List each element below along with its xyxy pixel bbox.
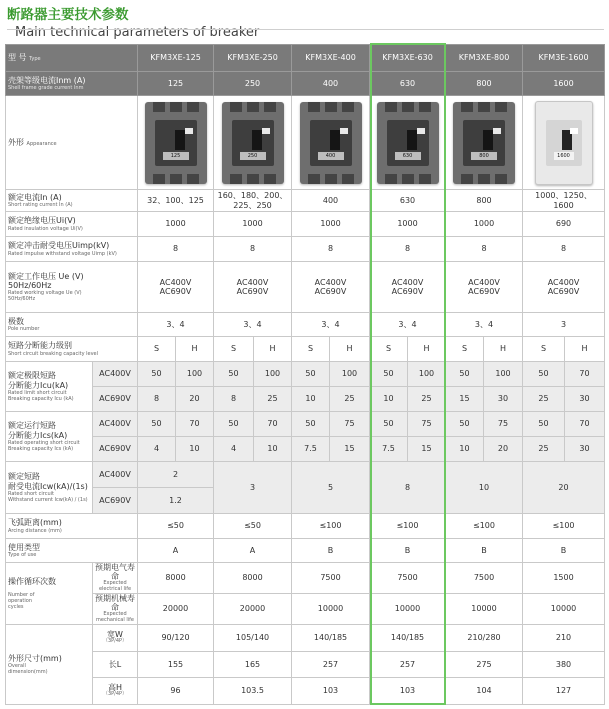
breaker-image-cell xyxy=(446,96,523,190)
breaker-image: 400 xyxy=(300,102,362,184)
table-cell: 20000 xyxy=(214,593,292,624)
table-cell: 2 xyxy=(138,462,214,488)
table-cell: 50 xyxy=(370,362,408,387)
table-cell: 75 xyxy=(408,412,446,437)
table-cell: AC400V AC690V xyxy=(292,262,370,313)
height-row xyxy=(6,677,605,704)
table-cell: 1000 xyxy=(446,212,523,237)
table-cell: 70 xyxy=(565,412,605,437)
breaker-image: 125 xyxy=(145,102,207,184)
table-cell: 155 xyxy=(138,651,214,677)
working-voltage-row xyxy=(6,262,605,313)
table-cell: 8 xyxy=(292,237,370,262)
table-cell: 15 xyxy=(446,387,484,412)
title-divider xyxy=(7,29,604,30)
table-cell: 100 xyxy=(408,362,446,387)
row-label: 短路分断能力级别 Short circuit breaking capacity level xyxy=(6,337,138,362)
table-cell: B xyxy=(292,539,370,563)
table-cell: ≤100 xyxy=(523,514,605,539)
table-cell: 8 xyxy=(138,387,176,412)
table-cell: AC400V AC690V xyxy=(370,262,446,313)
table-cell: 8 xyxy=(138,237,214,262)
table-cell: 8000 xyxy=(138,563,214,594)
table-cell: 3、4 xyxy=(370,313,446,337)
table-cell: 1.2 xyxy=(138,488,214,514)
voltage-label: AC690V xyxy=(93,488,138,514)
table-cell: 30 xyxy=(565,437,605,462)
table-cell: S xyxy=(138,337,176,362)
table-cell: 630 xyxy=(370,72,446,96)
table-cell: H xyxy=(330,337,370,362)
table-cell: H xyxy=(254,337,292,362)
table-cell: 50 xyxy=(138,412,176,437)
table-cell: ≤100 xyxy=(292,514,370,539)
length-row xyxy=(6,651,605,677)
table-cell: 50 xyxy=(138,362,176,387)
table-cell: 25 xyxy=(523,387,565,412)
row-label: 额定冲击耐受电压Uimp(kV) Rated impulse withstand voltage Uimp (kV) xyxy=(6,237,138,262)
width-row xyxy=(6,624,605,651)
rated-current-row xyxy=(6,190,605,212)
model-header: KFM3XE-630 xyxy=(370,45,446,72)
table-cell: 380 xyxy=(523,651,605,677)
insulation-voltage-row xyxy=(6,212,605,237)
table-cell: 50 xyxy=(292,362,330,387)
table-cell: 70 xyxy=(254,412,292,437)
table-cell: 8 xyxy=(214,387,254,412)
table-cell: 103 xyxy=(292,677,370,704)
table-cell: 210/280 xyxy=(446,624,523,651)
frame-current-row xyxy=(6,72,605,96)
model-header: KFM3XE-400 xyxy=(292,45,370,72)
table-cell: 7.5 xyxy=(370,437,408,462)
table-cell: 630 xyxy=(370,190,446,212)
model-header: KFM3XE-800 xyxy=(446,45,523,72)
table-cell: 3、4 xyxy=(214,313,292,337)
table-cell: 100 xyxy=(330,362,370,387)
table-cell: 75 xyxy=(330,412,370,437)
table-cell: 257 xyxy=(370,651,446,677)
table-cell: 10 xyxy=(370,387,408,412)
table-cell: 50 xyxy=(214,362,254,387)
table-cell: 257 xyxy=(292,651,370,677)
row-label: 额定电流In (A) Short rating current In (A) xyxy=(6,190,138,212)
table-cell: 100 xyxy=(176,362,214,387)
table-cell: ≤50 xyxy=(138,514,214,539)
table-cell: 20 xyxy=(176,387,214,412)
table-cell: 100 xyxy=(254,362,292,387)
model-header-row xyxy=(6,45,605,72)
table-cell: H xyxy=(565,337,605,362)
table-cell: 50 xyxy=(523,362,565,387)
table-cell: B xyxy=(370,539,446,563)
table-cell: 4 xyxy=(214,437,254,462)
icu-690-row xyxy=(6,387,605,412)
table-cell: H xyxy=(176,337,214,362)
table-cell: 10 xyxy=(254,437,292,462)
voltage-label: AC400V xyxy=(93,412,138,437)
table-cell: 400 xyxy=(292,72,370,96)
row-label: 极数 Pole number xyxy=(6,313,138,337)
table-cell: 32、100、125 xyxy=(138,190,214,212)
table-cell: 800 xyxy=(446,72,523,96)
table-cell: S xyxy=(370,337,408,362)
table-cell: 15 xyxy=(330,437,370,462)
model-label: 型 号 Type xyxy=(6,45,138,72)
breaker-image-cell xyxy=(370,96,446,190)
table-cell: 250 xyxy=(214,72,292,96)
sub-label: 预期机械寿命 Expected mechanical life xyxy=(93,593,138,624)
table-cell: 25 xyxy=(408,387,446,412)
use-category-row xyxy=(6,539,605,563)
table-cell: H xyxy=(408,337,446,362)
table-cell: 275 xyxy=(446,651,523,677)
table-cell: 20000 xyxy=(138,593,214,624)
breaker-image-cell xyxy=(292,96,370,190)
table-cell: 1000、1250、1600 xyxy=(523,190,605,212)
table-cell: 1000 xyxy=(138,212,214,237)
breaker-image-cell xyxy=(214,96,292,190)
table-cell: 103 xyxy=(370,677,446,704)
table-cell: 127 xyxy=(523,677,605,704)
table-cell: 3、4 xyxy=(138,313,214,337)
model-header: KFM3XE-125 xyxy=(138,45,214,72)
pole-number-row xyxy=(6,313,605,337)
row-label: 额定运行短路 分断能力Ics(kA) Rated operating short circuit Breaking capacity Ics (kA) xyxy=(6,412,93,462)
table-cell: 125 xyxy=(138,72,214,96)
table-cell: S xyxy=(523,337,565,362)
table-cell: 165 xyxy=(214,651,292,677)
table-cell: 8000 xyxy=(214,563,292,594)
ics-400-row xyxy=(6,412,605,437)
appearance-row xyxy=(6,96,605,190)
row-label: 飞弧距离(mm) Arcing distance (mm) xyxy=(6,514,138,539)
mechanical-life-row xyxy=(6,593,605,624)
row-label: 额定工作电压 Ue (V) 50Hz/60Hz Rated working voltage Ue (V) 50Hz/60Hz xyxy=(6,262,138,313)
title-english: Main technical parameters of breaker xyxy=(15,25,260,40)
table-cell: 3、4 xyxy=(446,313,523,337)
table-cell: 70 xyxy=(176,412,214,437)
breaker-image-cell xyxy=(138,96,214,190)
table-cell: AC400V AC690V xyxy=(214,262,292,313)
model-header: KFM3E-1600 xyxy=(523,45,605,72)
table-cell: 3 xyxy=(214,462,292,514)
breaker-image: 250 xyxy=(222,102,284,184)
table-cell: 20 xyxy=(484,437,523,462)
table-cell: 50 xyxy=(523,412,565,437)
table-cell: 7500 xyxy=(446,563,523,594)
row-label: 额定绝缘电压Ui(V) Rated insulation voltage Ui(V) xyxy=(6,212,138,237)
voltage-label: AC690V xyxy=(93,437,138,462)
table-cell: 140/185 xyxy=(370,624,446,651)
table-cell: ≤50 xyxy=(214,514,292,539)
table-cell: AC400V AC690V xyxy=(446,262,523,313)
table-cell: 10000 xyxy=(446,593,523,624)
table-cell: 140/185 xyxy=(292,624,370,651)
table-cell: B xyxy=(523,539,605,563)
row-label: 外形 Appearance xyxy=(6,96,138,190)
table-cell: A xyxy=(138,539,214,563)
table-cell: 400 xyxy=(292,190,370,212)
table-cell: S xyxy=(446,337,484,362)
ics-690-row xyxy=(6,437,605,462)
table-cell: 3、4 xyxy=(292,313,370,337)
row-label: 使用类型 Type of use xyxy=(6,539,138,563)
table-cell: 8 xyxy=(214,237,292,262)
table-cell: 10 xyxy=(292,387,330,412)
table-cell: ≤100 xyxy=(446,514,523,539)
table-cell: 104 xyxy=(446,677,523,704)
table-cell: 7.5 xyxy=(292,437,330,462)
voltage-label: AC400V xyxy=(93,362,138,387)
table-cell: S xyxy=(214,337,254,362)
table-cell: S xyxy=(292,337,330,362)
breaker-image-cell xyxy=(523,96,605,190)
table-cell: 25 xyxy=(254,387,292,412)
arcing-distance-row xyxy=(6,514,605,539)
table-cell: 50 xyxy=(446,362,484,387)
title-chinese: 断路器主要技术参数 xyxy=(7,7,129,23)
table-cell: 1000 xyxy=(214,212,292,237)
table-cell: 4 xyxy=(138,437,176,462)
table-cell: 75 xyxy=(484,412,523,437)
row-label: 外形尺寸(mm) Overall dimension(mm) xyxy=(6,624,93,704)
table-cell: 10000 xyxy=(370,593,446,624)
sub-label: 长L xyxy=(93,651,138,677)
icu-400-row xyxy=(6,362,605,387)
table-cell: 25 xyxy=(330,387,370,412)
table-cell: 8 xyxy=(446,237,523,262)
table-cell: 800 xyxy=(446,190,523,212)
table-cell: 30 xyxy=(565,387,605,412)
table-cell: 10000 xyxy=(523,593,605,624)
table-cell: 160、180、200、225、250 xyxy=(214,190,292,212)
table-cell: 1600 xyxy=(523,72,605,96)
table-cell: 1000 xyxy=(292,212,370,237)
table-cell: 8 xyxy=(523,237,605,262)
impulse-voltage-row xyxy=(6,237,605,262)
table-cell: 1000 xyxy=(370,212,446,237)
table-cell: 5 xyxy=(292,462,370,514)
breaker-image: 800 xyxy=(453,102,515,184)
table-cell: AC400V AC690V xyxy=(523,262,605,313)
table-cell: 103.5 xyxy=(214,677,292,704)
table-cell: 50 xyxy=(292,412,330,437)
table-cell: 25 xyxy=(523,437,565,462)
table-cell: 96 xyxy=(138,677,214,704)
breaker-image: 1600 xyxy=(535,101,593,185)
table-cell: 15 xyxy=(408,437,446,462)
row-label: 额定极限短路 分断能力Icu(kA) Rated limit short circuit Breaking capacity Icu (kA) xyxy=(6,362,93,412)
sub-label: 高H （3P/4P） xyxy=(93,677,138,704)
table-cell: 3 xyxy=(523,313,605,337)
table-cell: H xyxy=(484,337,523,362)
breaking-level-row xyxy=(6,337,605,362)
table-cell: 70 xyxy=(565,362,605,387)
table-cell: 8 xyxy=(370,462,446,514)
table-cell: 100 xyxy=(484,362,523,387)
table-cell: 10 xyxy=(446,462,523,514)
table-cell: ≤100 xyxy=(370,514,446,539)
voltage-label: AC690V xyxy=(93,387,138,412)
table-cell: 210 xyxy=(523,624,605,651)
table-cell: B xyxy=(446,539,523,563)
table-cell: 10000 xyxy=(292,593,370,624)
voltage-label: AC400V xyxy=(93,462,138,488)
row-label: 操作循环次数 Number of operation cycles xyxy=(6,563,93,625)
sub-label: 宽W （3P/4P） xyxy=(93,624,138,651)
model-header: KFM3XE-250 xyxy=(214,45,292,72)
row-label: 壳架等级电流Inm (A) Shell frame grade current Inm xyxy=(6,72,138,96)
table-cell: 10 xyxy=(446,437,484,462)
table-cell: 105/140 xyxy=(214,624,292,651)
table-cell: 7500 xyxy=(292,563,370,594)
table-cell: 10 xyxy=(176,437,214,462)
table-cell: 50 xyxy=(214,412,254,437)
table-cell: A xyxy=(214,539,292,563)
sub-label: 预期电气寿命 Expected electrical life xyxy=(93,563,138,594)
table-cell: 7500 xyxy=(370,563,446,594)
row-label: 额定短路 耐受电流Icw(kA)/(1s) Rated short circuit Withstand current Icw(kA) / (1s) xyxy=(6,462,93,514)
icw-400-row xyxy=(6,462,605,488)
table-cell: 1500 xyxy=(523,563,605,594)
table-cell: 50 xyxy=(370,412,408,437)
table-cell: 50 xyxy=(446,412,484,437)
page-title xyxy=(7,4,260,40)
parameters-table xyxy=(5,44,605,705)
breaker-image: 630 xyxy=(377,102,439,184)
table-cell: 90/120 xyxy=(138,624,214,651)
table-cell: AC400V AC690V xyxy=(138,262,214,313)
table-cell: 8 xyxy=(370,237,446,262)
table-cell: 20 xyxy=(523,462,605,514)
electrical-life-row xyxy=(6,563,605,594)
table-cell: 30 xyxy=(484,387,523,412)
table-cell: 690 xyxy=(523,212,605,237)
